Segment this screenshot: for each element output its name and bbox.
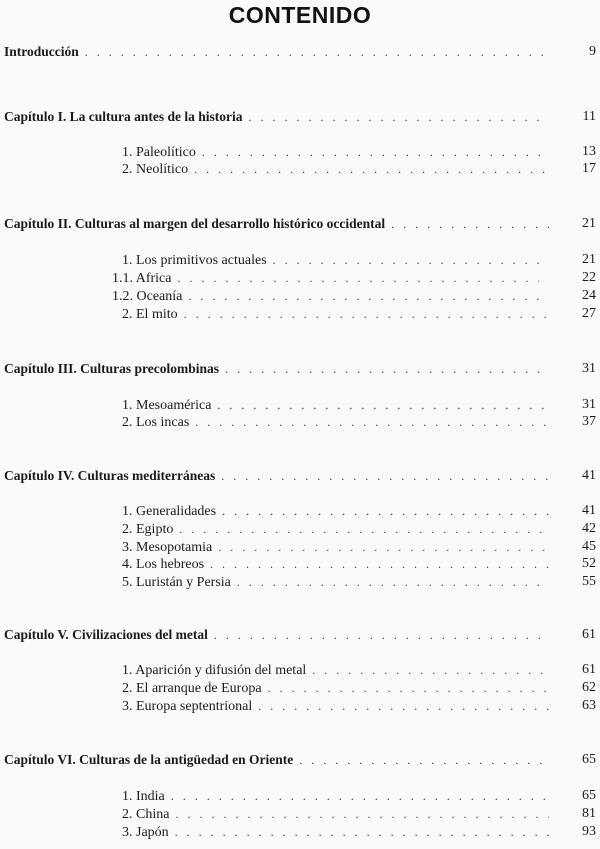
toc-entry-label: Capítulo I. La cultura antes de la historia <box>4 109 243 124</box>
toc-entry-label: 1.2. Oceanía <box>112 289 183 304</box>
toc-page-number: 65 <box>582 752 596 767</box>
dot-leader <box>214 627 549 643</box>
toc-page-number: 21 <box>582 252 596 267</box>
toc-page-number: 31 <box>582 397 596 412</box>
toc-page-number: 21 <box>582 216 596 231</box>
dot-leader <box>273 252 549 268</box>
toc-section-entry <box>122 698 555 714</box>
toc-section-entry <box>122 539 555 555</box>
toc-section-entry <box>122 556 555 572</box>
toc-entry-label: Capítulo IV. Culturas mediterráneas <box>4 468 216 483</box>
toc-page-number: 55 <box>582 574 596 589</box>
toc-page-number: 22 <box>582 270 596 285</box>
dot-leader <box>258 698 549 714</box>
toc-section-entry <box>122 397 555 413</box>
toc-entry-label: 3. Europa septentrional <box>122 699 253 714</box>
dot-leader <box>221 468 549 484</box>
toc-page-number: 9 <box>589 44 596 59</box>
dot-leader <box>237 574 549 590</box>
toc-page-number: 31 <box>582 361 596 376</box>
dot-leader <box>312 662 549 678</box>
toc-chapter-entry <box>4 468 555 484</box>
dot-leader <box>188 288 539 304</box>
toc-chapter-entry <box>4 752 555 768</box>
toc-entry-label: Capítulo V. Civilizaciones del metal <box>4 627 208 642</box>
toc-entry-label: 1. Aparición y difusión del metal <box>122 663 307 678</box>
dot-leader <box>171 788 549 804</box>
toc-section-entry <box>122 252 555 268</box>
toc-section-entry <box>122 806 555 822</box>
toc-entry-label: 5. Luristán y Persia <box>122 575 231 590</box>
dot-leader <box>391 216 549 232</box>
toc-page-number: 62 <box>582 680 596 695</box>
dot-leader <box>268 680 549 696</box>
toc-entry-label: 2. Egipto <box>122 522 174 537</box>
toc-page-number: 37 <box>582 414 596 429</box>
toc-page-number: 27 <box>582 306 596 321</box>
toc-entry-label: 1. Paleolítico <box>122 145 196 160</box>
toc-entry-label: 3. Mesopotamia <box>122 540 213 555</box>
dot-leader <box>249 109 549 125</box>
toc-section-entry <box>122 680 555 696</box>
toc-entry-label: 1. Los primitivos actuales <box>122 253 267 268</box>
toc-section-entry <box>122 414 555 430</box>
toc-section-entry <box>122 521 555 537</box>
toc-chapter-entry <box>4 109 555 125</box>
toc-page-number: 41 <box>582 468 596 483</box>
dot-leader <box>299 752 549 768</box>
toc-page-number: 24 <box>582 288 596 303</box>
toc-section-entry <box>112 270 545 286</box>
toc-chapter-entry <box>4 216 555 232</box>
toc-entry-label: Capítulo III. Culturas precolombinas <box>4 361 220 376</box>
dot-leader <box>184 306 549 322</box>
toc-chapter-entry <box>4 44 555 60</box>
toc-page-number: 11 <box>582 109 596 124</box>
toc-entry-label: 3. Japón <box>122 825 169 840</box>
toc-section-entry <box>122 788 555 804</box>
toc-page-number: 45 <box>582 539 596 554</box>
toc-section-entry <box>122 144 555 160</box>
page-title: CONTENIDO <box>228 2 372 28</box>
toc-page-number: 41 <box>582 503 596 518</box>
toc-page-number: 81 <box>582 806 596 821</box>
toc-page-number: 63 <box>582 698 596 713</box>
toc-section-entry <box>122 161 555 177</box>
toc-section-entry <box>122 306 555 322</box>
toc-entry-label: 2. Los incas <box>122 415 190 430</box>
toc-page-number: 52 <box>582 556 596 571</box>
toc-page-number: 65 <box>582 788 596 803</box>
dot-leader <box>177 270 539 286</box>
toc-page-number: 13 <box>582 144 596 159</box>
dot-leader <box>175 806 549 822</box>
toc-entry-label: 1. Mesoamérica <box>122 398 212 413</box>
toc-section-entry <box>122 503 555 519</box>
toc-section-entry <box>122 824 555 840</box>
dot-leader <box>179 521 549 537</box>
toc-entry-label: 2. El arranque de Europa <box>122 681 262 696</box>
dot-leader <box>218 539 549 555</box>
toc-entry-label: 2. Neolítico <box>122 162 189 177</box>
toc-entry-label: 1.1. Africa <box>112 271 172 286</box>
toc-entry-label: 1. India <box>122 789 165 804</box>
toc-chapter-entry <box>4 361 555 377</box>
toc-page-number: 42 <box>582 521 596 536</box>
toc-chapter-entry <box>4 627 555 643</box>
toc-page-number: 61 <box>582 627 596 642</box>
dot-leader <box>210 556 549 572</box>
toc-entry-label: 2. El mito <box>122 307 178 322</box>
toc-section-entry <box>112 288 545 304</box>
toc-page-number: 17 <box>582 161 596 176</box>
toc-entry-label: 1. Generalidades <box>122 504 217 519</box>
dot-leader <box>222 503 549 519</box>
dot-leader <box>202 144 549 160</box>
dot-leader <box>225 361 549 377</box>
toc-page-number: 93 <box>582 824 596 839</box>
dot-leader <box>217 397 549 413</box>
dot-leader <box>175 824 549 840</box>
dot-leader <box>85 44 549 60</box>
toc-entry-label: Introducción <box>4 44 79 59</box>
toc-entry-label: 4. Los hebreos <box>122 557 205 572</box>
toc-entry-label: Capítulo II. Culturas al margen del desarrollo histórico occidental <box>4 216 386 231</box>
toc-section-entry <box>122 662 555 678</box>
dot-leader <box>194 161 549 177</box>
toc-entry-label: 2. China <box>122 807 170 822</box>
dot-leader <box>195 414 549 430</box>
toc-page-number: 61 <box>582 662 596 677</box>
toc-section-entry <box>122 574 555 590</box>
toc-entry-label: Capítulo VI. Culturas de la antigüedad en Oriente <box>4 752 294 767</box>
